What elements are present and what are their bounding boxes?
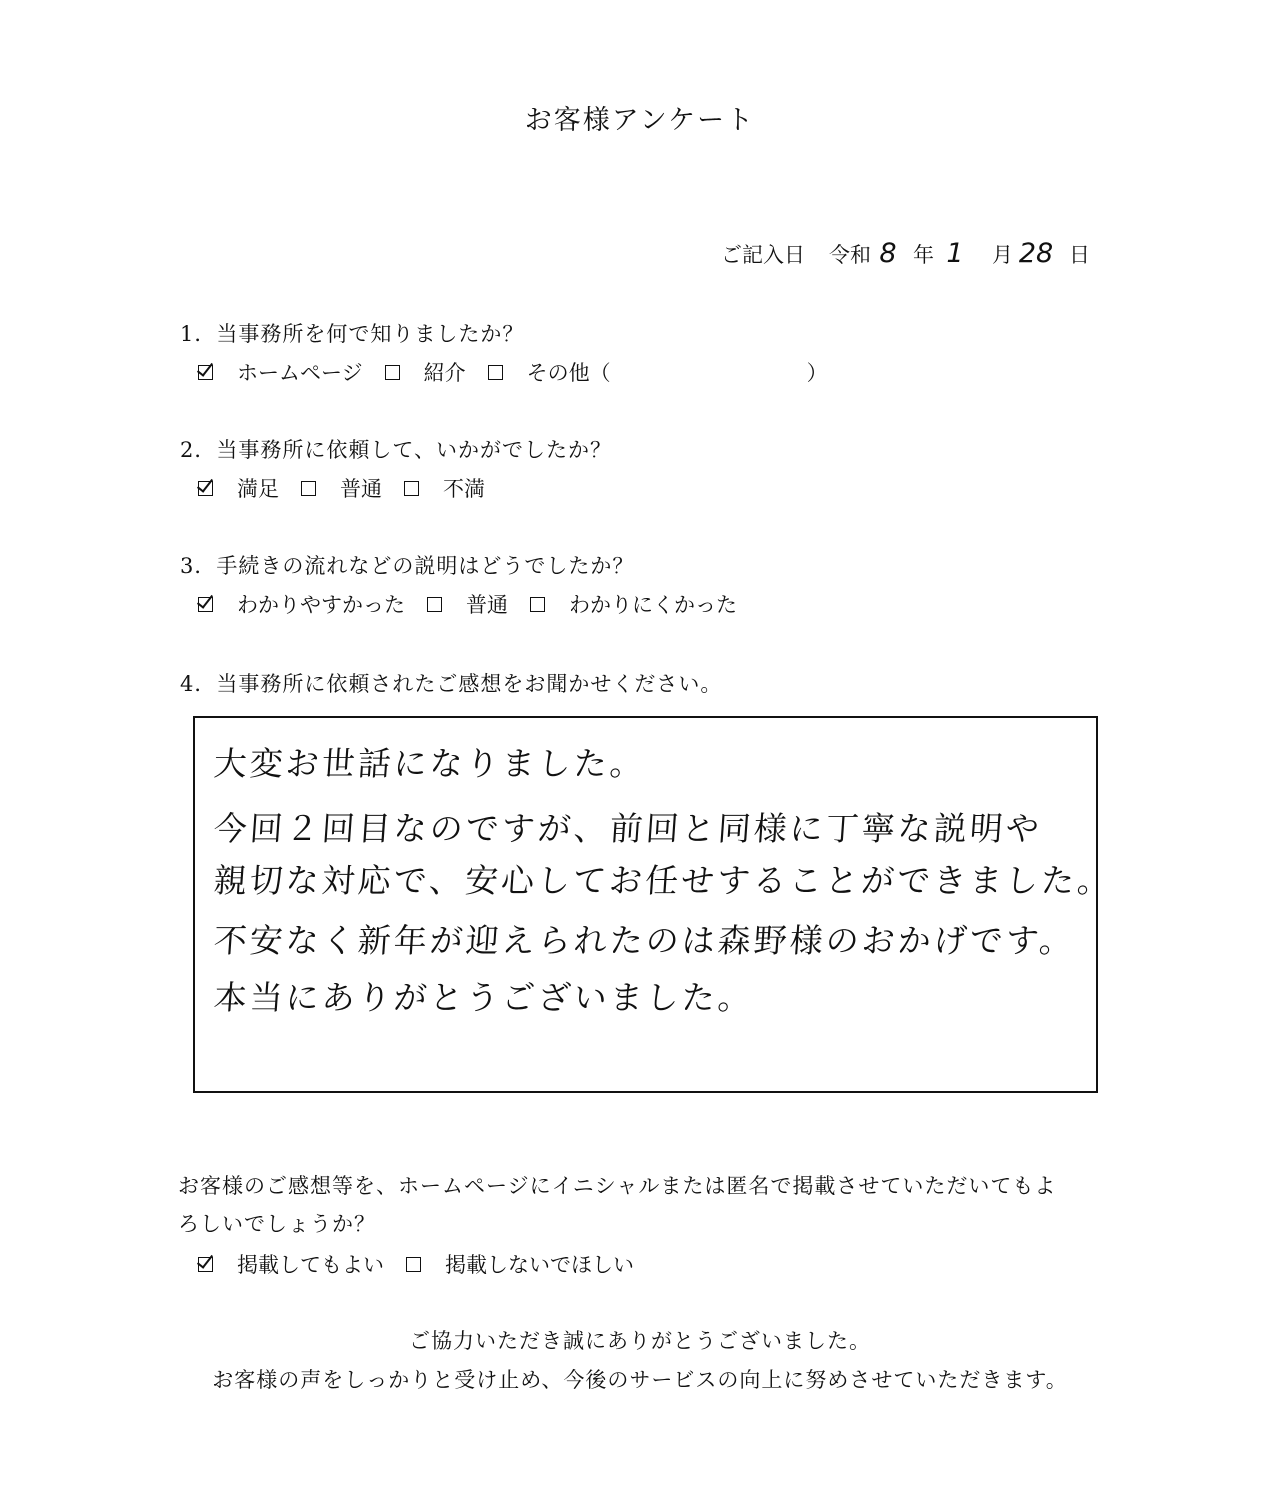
comment-line-5: 本当にありがとうございました。 — [212, 978, 756, 1017]
checkbox-other[interactable] — [488, 365, 503, 380]
closing-line-2: お客様の声をしっかりと受け止め、今後のサービスの向上に努めさせていただきます。 — [212, 1368, 1068, 1392]
consent-question-line-1: お客様のご感想等を、ホームページにイニシャルまたは匿名で掲載させていただいてもよ — [178, 1174, 1057, 1198]
checkbox-deny-publish[interactable] — [406, 1257, 421, 1272]
survey-title: お客様アンケート — [524, 105, 756, 136]
checkbox-explain-normal[interactable] — [427, 597, 442, 612]
date-year-value[interactable]: 8 — [879, 238, 897, 269]
option-homepage[interactable] — [198, 357, 363, 387]
option-explain-normal-label: 普通 — [466, 593, 508, 617]
option-homepage-label: ホームページ — [237, 361, 363, 385]
consent-options — [198, 1249, 656, 1279]
option-allow-publish[interactable] — [198, 1249, 384, 1279]
option-dissatisfied-label: 不満 — [443, 477, 485, 501]
option-hard[interactable] — [530, 589, 737, 619]
checkbox-satisfied[interactable] — [198, 481, 213, 496]
checkbox-easy[interactable] — [198, 597, 213, 612]
entry-date — [721, 238, 1090, 269]
question-1-options — [198, 357, 850, 387]
option-deny-publish[interactable] — [406, 1249, 634, 1279]
date-label: ご記入日 — [721, 243, 805, 267]
comment-line-1: 大変お世話になりました。 — [212, 744, 648, 783]
date-month-unit: 月 — [992, 243, 1013, 267]
comment-line-3: 親切な対応で、安心してお任せすることができました。 — [212, 861, 1115, 900]
option-explain-normal[interactable] — [427, 589, 508, 619]
question-3: 3．手続きの流れなどの説明はどうでしたか？ — [180, 554, 635, 578]
question-2-options — [198, 473, 507, 503]
question-3-options — [198, 589, 759, 619]
consent-question-line-2: ろしいでしょうか？ — [178, 1212, 376, 1236]
question-1: 1．当事務所を何で知りましたか？ — [180, 322, 525, 346]
option-other[interactable] — [488, 357, 828, 387]
option-hard-label: わかりにくかった — [569, 593, 737, 617]
comment-line-2: 今回２回目なのですが、前回と同様に丁寧な説明や — [212, 809, 1044, 848]
option-easy-label: わかりやすかった — [237, 593, 405, 617]
option-deny-publish-label: 掲載しないでほしい — [445, 1253, 634, 1277]
checkbox-homepage[interactable] — [198, 365, 213, 380]
option-dissatisfied[interactable] — [404, 473, 485, 503]
option-other-label: その他（ — [526, 361, 611, 385]
date-era: 令和 — [829, 243, 871, 267]
option-easy[interactable] — [198, 589, 405, 619]
date-month-value[interactable]: 1 — [946, 238, 964, 269]
option-allow-publish-label: 掲載してもよい — [237, 1253, 384, 1277]
option-satisfied-label: 満足 — [237, 477, 279, 501]
checkbox-referral[interactable] — [385, 365, 400, 380]
checkbox-hard[interactable] — [530, 597, 545, 612]
option-normal-label: 普通 — [340, 477, 382, 501]
date-year-unit: 年 — [913, 243, 934, 267]
checkbox-normal[interactable] — [301, 481, 316, 496]
closing-line-1: ご協力いただき誠にありがとうございました。 — [409, 1329, 871, 1353]
option-normal[interactable] — [301, 473, 382, 503]
question-4: 4．当事務所に依頼されたご感想をお聞かせください。 — [180, 672, 723, 696]
option-referral-label: 紹介 — [423, 361, 466, 385]
date-day-value[interactable]: 28 — [1018, 238, 1054, 269]
comment-line-4: 不安なく新年が迎えられたのは森野様のおかげです。 — [212, 921, 1077, 960]
option-satisfied[interactable] — [198, 473, 279, 503]
question-2: 2．当事務所に依頼して、いかがでしたか？ — [180, 438, 612, 462]
checkbox-allow-publish[interactable] — [198, 1257, 213, 1272]
checkbox-dissatisfied[interactable] — [404, 481, 419, 496]
date-day-unit: 日 — [1069, 243, 1090, 267]
other-close-paren: ） — [806, 361, 828, 385]
option-referral[interactable] — [385, 357, 466, 387]
